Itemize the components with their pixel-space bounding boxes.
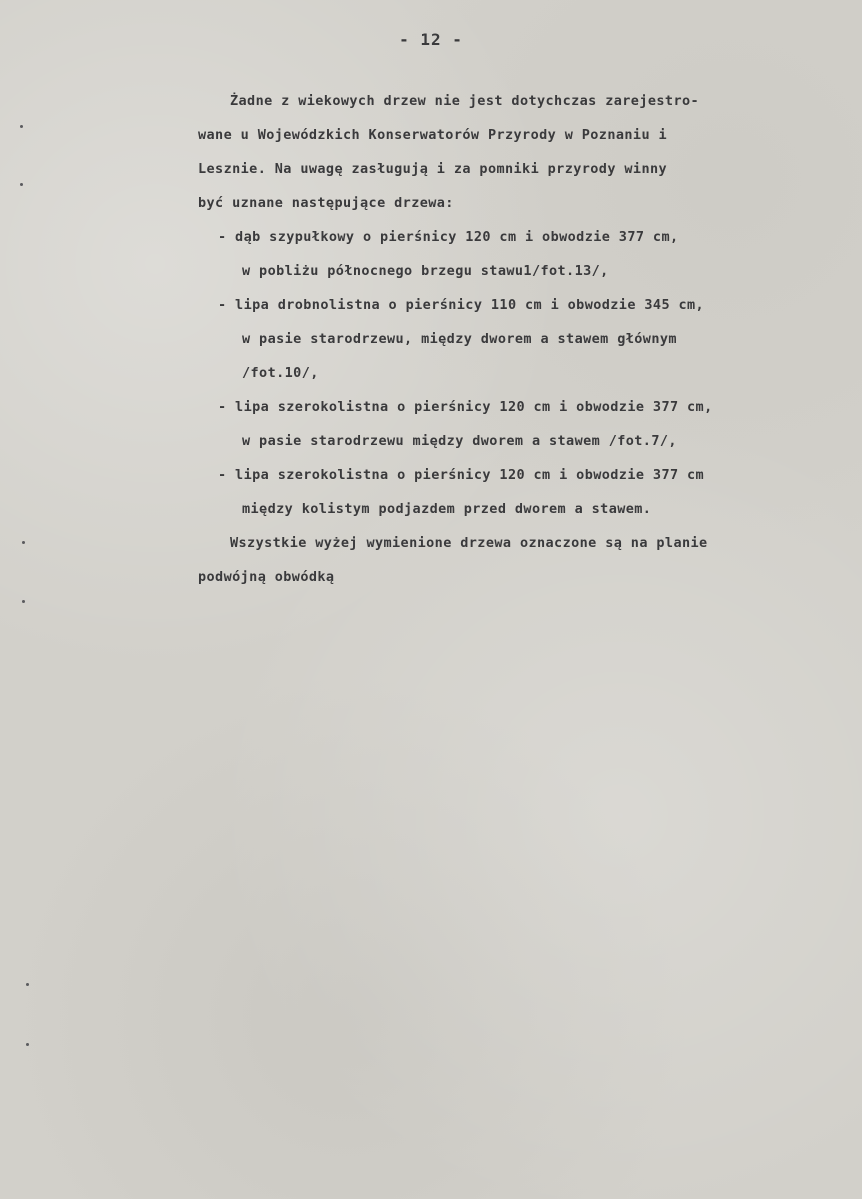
margin-mark <box>22 541 25 544</box>
tree-item-line: między kolistym podjazdem przed dworem a stawem. <box>242 501 652 517</box>
intro-line: być uznane następujące drzewa: <box>198 195 454 211</box>
closing-line: Wszystkie wyżej wymienione drzewa oznaczone są na planie <box>230 535 708 551</box>
intro-line: Żadne z wiekowych drzew nie jest dotychczas zarejestro- <box>230 93 700 109</box>
tree-item-line: - dąb szypułkowy o pierśnicy 120 cm i obwodzie 377 cm, <box>218 229 679 245</box>
tree-item-line: w pasie starodrzewu, między dworem a stawem głównym <box>242 331 677 347</box>
intro-line: Lesznie. Na uwagę zasługują i za pomniki przyrody winny <box>198 161 668 177</box>
tree-item-line: - lipa drobnolistna o pierśnicy 110 cm i obwodzie 345 cm, <box>218 297 705 313</box>
margin-mark <box>26 983 29 986</box>
page-number: - 12 - <box>399 30 463 49</box>
tree-item-line: w pobliżu północnego brzegu stawu1/fot.13/, <box>242 263 609 279</box>
margin-mark <box>20 125 23 128</box>
body-text <box>198 84 850 594</box>
tree-item-line: /fot.10/, <box>242 365 319 381</box>
tree-item-line: w pasie starodrzewu między dworem a stawem /fot.7/, <box>242 433 677 449</box>
margin-mark <box>26 1043 29 1046</box>
tree-item-line: - lipa szerokolistna o pierśnicy 120 cm i obwodzie 377 cm, <box>218 399 713 415</box>
tree-item-line: - lipa szerokolistna o pierśnicy 120 cm i obwodzie 377 cm <box>218 467 705 483</box>
margin-mark <box>22 600 25 603</box>
margin-mark <box>20 183 23 186</box>
intro-line: wane u Wojewódzkich Konserwatorów Przyrody w Poznaniu i <box>198 127 668 143</box>
closing-line: podwójną obwódką <box>198 569 335 585</box>
